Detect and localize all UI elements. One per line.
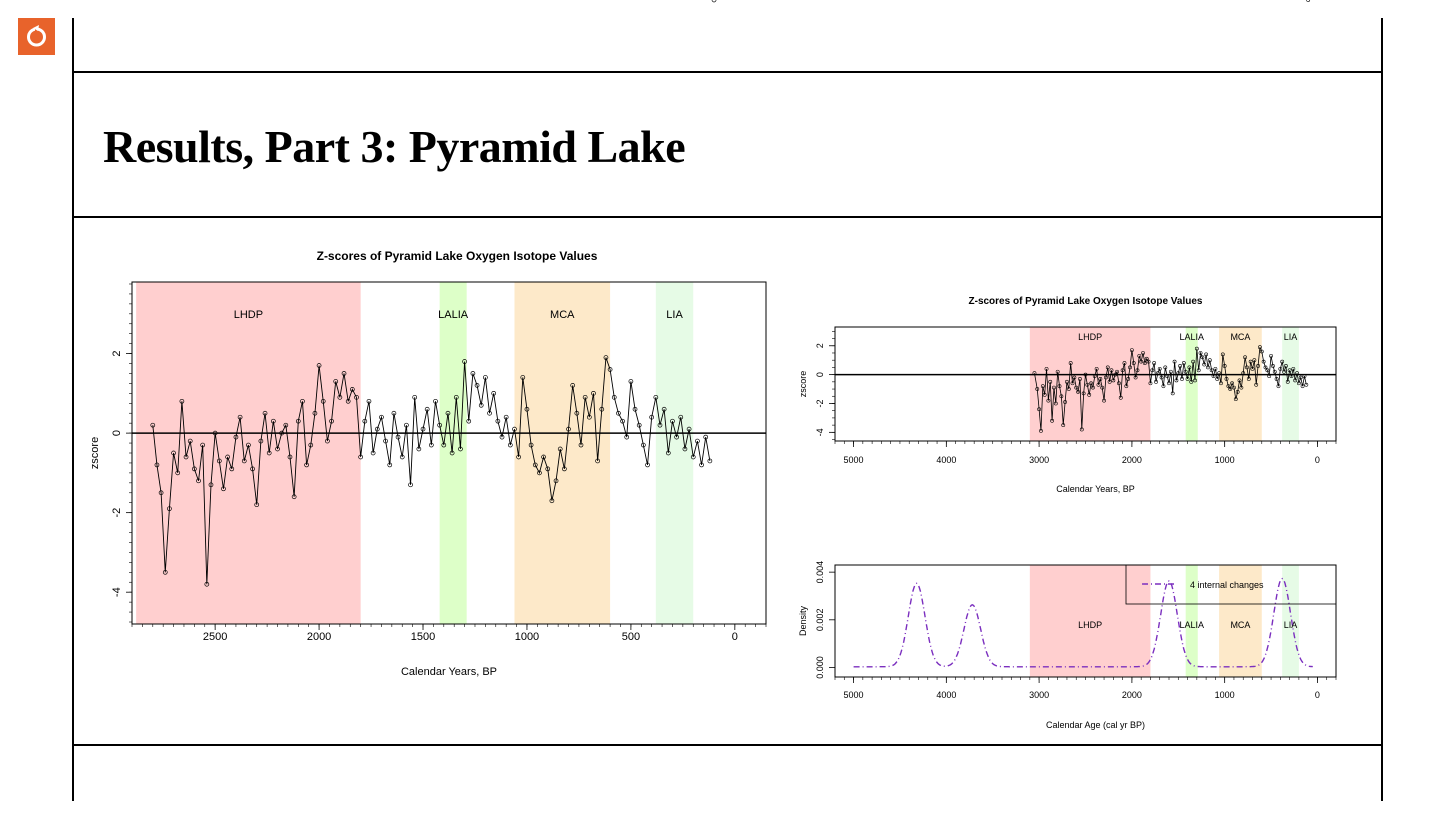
main-y-axis-label: zscore: [89, 436, 101, 470]
density-x-axis-label: Calendar Age (cal yr BP): [1045, 720, 1146, 730]
small-x-tick-label: 4000: [936, 455, 957, 465]
small-x-axis-label: Calendar Years, BP: [1056, 484, 1135, 494]
main-period-mca: [514, 282, 610, 624]
small-y-axis-label: zscore: [798, 370, 808, 398]
small-x-tick-label: 2000: [1121, 455, 1142, 465]
main-x-tick-label: 2000: [306, 631, 332, 643]
main-y-tick-label: -2: [111, 507, 123, 518]
small-x-tick-label: 5000: [843, 455, 864, 465]
density-legend-label: 4 internal changes: [1190, 580, 1264, 590]
small-group: [798, 0, 1336, 494]
main-y-tick-label: 2: [111, 350, 123, 357]
density-period-label-lalia: LALIA: [1179, 620, 1204, 630]
small-x-tick-label: 0: [1314, 455, 1320, 465]
small-data-point: [1307, 0, 1310, 2]
small-period-label-lia: LIA: [1283, 332, 1298, 342]
small-period-lalia: [1186, 327, 1198, 441]
main-x-tick-label: 0: [731, 631, 738, 643]
density-y-tick-label: 0.000: [815, 656, 825, 679]
density-y-axis-label: Density: [798, 605, 808, 637]
density-period-label-lhdp: LHDP: [1078, 620, 1103, 630]
density-x-tick-label: 2000: [1121, 690, 1142, 700]
density-x-tick-label: 1000: [1214, 690, 1235, 700]
small-title: Z-scores of Pyramid Lake Oxygen Isotope Values: [968, 296, 1203, 307]
small-period-label-lhdp: LHDP: [1078, 332, 1103, 342]
main-period-label-mca: MCA: [550, 309, 575, 321]
small-y-tick-label: -2: [815, 399, 825, 408]
small-period-lia: [1282, 327, 1299, 441]
density-x-tick-label: 3000: [1029, 690, 1050, 700]
main-x-tick-label: 500: [621, 631, 641, 643]
density-y-tick-label: 0.004: [815, 560, 825, 584]
main-x-tick-label: 2500: [202, 631, 228, 643]
small-y-tick-label: -4: [815, 428, 825, 437]
small-y-tick-label: 2: [815, 343, 825, 349]
small-x-tick-label: 3000: [1029, 455, 1050, 465]
main-y-tick-label: -4: [111, 587, 123, 598]
main-period-lalia: [440, 282, 467, 624]
density-period-label-mca: MCA: [1230, 620, 1251, 630]
small-period-label-lalia: LALIA: [1179, 332, 1204, 342]
main-period-lia: [656, 282, 693, 624]
density-period-label-lia: LIA: [1283, 620, 1298, 630]
main-y-tick-label: 0: [111, 430, 123, 437]
small-x-tick-label: 1000: [1214, 455, 1235, 465]
main-x-axis-label: Calendar Years, BP: [400, 666, 498, 678]
main-title: Z-scores of Pyramid Lake Oxygen Isotope Values: [316, 249, 598, 263]
main-period-label-lia: LIA: [666, 309, 683, 321]
small-y-tick-label: 0: [815, 372, 825, 378]
density-x-tick-label: 4000: [936, 690, 957, 700]
main-period-lhdp: [136, 282, 360, 624]
main-x-tick-label: 1500: [410, 631, 436, 643]
small-period-lhdp: [1030, 327, 1151, 441]
page-title: Results, Part 3: Pyramid Lake: [103, 121, 686, 172]
density-x-tick-label: 0: [1314, 690, 1320, 700]
main-x-tick-label: 1000: [514, 631, 540, 643]
small-period-label-mca: MCA: [1230, 332, 1251, 342]
main-period-label-lhdp: LHDP: [233, 309, 264, 321]
main-group: [89, 0, 766, 678]
main-data-point: [712, 0, 716, 2]
density-group: [798, 561, 1336, 730]
density-y-tick-label: 0.002: [815, 608, 825, 632]
density-x-tick-label: 5000: [843, 690, 864, 700]
main-period-label-lalia: LALIA: [438, 309, 469, 321]
